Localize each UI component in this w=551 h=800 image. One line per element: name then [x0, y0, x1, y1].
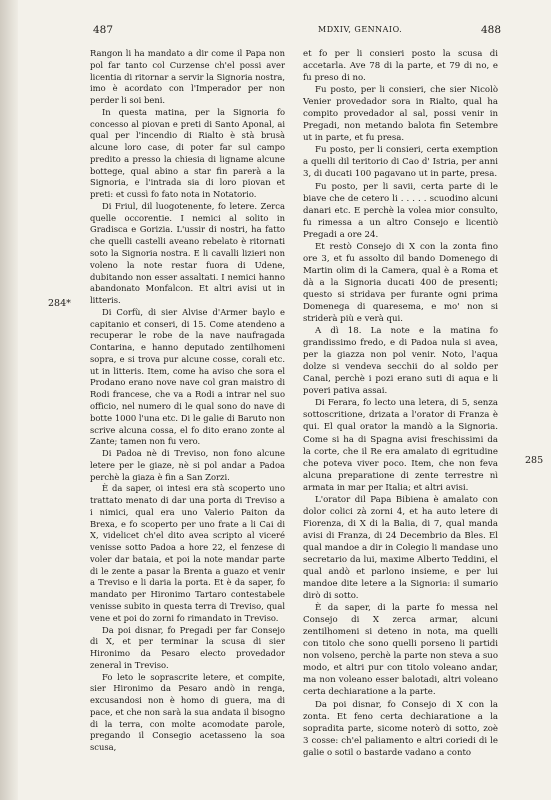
- paragraph: Fo leto le soprascrite letere, et compite, sier Hironimo da Pesaro andò in renga, excusandosi non è homo di guera, ma di pace, et che non sarà la sua andata il bisogno di la terra, con molte acomodate parole, pregando il Consegio acetasseno la soa scusa,: [90, 671, 285, 753]
- page-binding-shadow: [0, 0, 18, 800]
- page-header: [0, 24, 551, 40]
- paragraph: In questa matina, per la Signoria fo concesso al piovan e preti di Santo Aponal, ai qual per l'incendio di Rialto è stà brusà alcune loro case, di poter far sul campo predito a presso la chiesia di ligname alcune bottege, qual abino a star fin parerà a la Signoria, e l'intrada sia di loro piovan et preti: et cussì fo fato nota in Notatorio.: [90, 106, 285, 200]
- paragraph: Fu posto, per li consieri, certa exemption a quelli dil teritorio di Cao d' Istria, per anni 3, di ducati 100 pagavano ut in parte, presa.: [303, 145, 498, 180]
- running-title: MDXIV, GENNAIO.: [318, 25, 403, 34]
- paragraph: Di Corfù, di sier Alvise d'Armer baylo e capitanio et conseri, di 15. Come atendeno a recuperar le robe de la nave naufragada Contarina, e hanno deputado zentilhomeni sopra, e si trova pur alcune cosse, corali etc. ut in litteris. Item, come ha aviso che sora el Prodano erano nove nave col gran maistro di Rodi francese, che va a Rodi a intrar nel suo officio, nel numero di le qual sono do nave di botte 1000 l'una etc. Di le galie di Baruto non scrive alcuna cossa, el fo dito erano zonte al Zante; tamen non fu vero.: [90, 306, 285, 447]
- right-column: [303, 48, 498, 759]
- paragraph: Fu posto, per li consieri, che sier Nicolò Venier provedador sora in Rialto, qual ha compito provedador al sal, possi venir in Pregadi, non metando balota fin Setembre ut in parte, et fu presa.: [303, 85, 498, 144]
- paragraph: Et restò Consejo di X con la zonta fino ore 3, et fu assolto dil bando Domenego di Martin olim di la Camera, qual è a Roma et dà a la Signoria ducati 400 de presenti; questo si stridava per furante ogni prima Domenega di quaresema, e mo' non si striderà più e verà qui.: [303, 241, 498, 325]
- left-column: [90, 48, 285, 754]
- paragraph: È da saper, di la parte fo messa nel Consejo di X zerca armar, alcuni zentilhomeni si deteno in nota, ma quelli con titolo che sono quelli porseno li partidi non volseno, perchè la parte non steva a suo modo, et altri pur con titolo voleano andar, ma non voleano esser balotadi, altri voleano certa dechiaratione a la parte.: [303, 603, 498, 698]
- paragraph: A dì 18. La note e la matina fo grandissimo fredo, e di Padoa nula si avea, per la giazza non pol venir. Noto, l'aqua dolze si vendeva secchii do al soldo per Canal, perchè i pozi erano suti di aqua e li poveri pativa assai.: [303, 326, 498, 397]
- paragraph: Da poi disnar, fo Pregadi per far Consejo di X, et per terminar la scusa di sier Hironimo da Pesaro electo provedador zeneral in Treviso.: [90, 624, 285, 670]
- paragraph: Fu posto, per li savii, certa parte di le biave che de cetero li . . . . . scuodino alcuni danari etc. E perchè la volea mior consulto, fu rimessa a un altro Consejo e licentiò Pregadi a ore 24.: [303, 181, 498, 240]
- paragraph: et fo per li consieri posto la scusa di accetarla. Ave 78 di la parte, et 79 di no, e fu preso di no.: [303, 49, 498, 84]
- paragraph: L'orator dil Papa Bibiena è amalato con dolor colici zà zorni 4, et ha auto letere di Fiorenza, di X di la Balia, di 7, qual manda avisi di Franza, di 24 Decembrio da Bles. El qual mandoe a dir in Colegio li mandase uno secretario da lui, maxime Alberto Teddini, el qual andò et parlono insieme, e per lui mandoe dite letere a la Signoria: il sumario dirò di sotto.: [303, 494, 498, 602]
- paragraph: Di Friul, dil luogotenente, fo letere. Zerca quelle occorentie. I nemici al solito in Gradisca e Gorizia. L'ussir di nostri, ha fatto che quelli castelli aveano rebelato è ritornati soto la Signoria nostra. E li cavalli lizieri non voleno la note restar fuora di Udene, dubitando non esser assaltati. I nemici hanno abandonato Monfalcon. Et altri avisi ut in litteris.: [90, 200, 285, 306]
- paragraph: È da saper, oi intesi era stà scoperto uno trattato menato di dar una porta di Treviso a i nimici, qual era uno Valerio Paiton da Brexa, e fo scoperto per uno frate a li Cai di X, videlicet ch'el dito avea scripto al viceré venisse sotto Padoa a hore 22, el fenzese di voler dar bataia, et poi la note mandar parte di le zente a pasar la Brenta a guazo et venir a Treviso e li daria la porta. Et è da saper, fo mandato per Hironimo Tartaro contestabele venisse subito in questa terra di Treviso, qual vene et poi do zorni fo rimandato in Treviso.: [90, 483, 285, 623]
- margin-note-left: 284*: [48, 298, 71, 309]
- page-number-right: 488: [481, 24, 502, 36]
- margin-note-right: 285: [525, 455, 544, 466]
- paragraph: Di Padoa nè di Treviso, non fono alcune letere per le giaze, nè si pol andar a Padoa perchè la giaza è fin a San Zorzi.: [90, 448, 285, 482]
- page-number-left: 487: [93, 24, 114, 36]
- paragraph: Rangon li ha mandato a dir come il Papa non pol far tanto col Curzense ch'el possi aver licentia di ritornar a servir la Signoria nostra, imo è acordato con l'Imperador per non perder li soi beni.: [90, 48, 285, 106]
- paragraph: Di Ferara, fo lecto una letera, di 5, senza sottoscritione, drizata a l'orator di Franza è qui. El qual orator la mandò a la Signoria. Come si ha di Spagna avisi freschissimi da la corte, che il Re era amalato di egritudine che poteva viver poco. Item, che non feva alcuna preparatione di zente terrestre nì armata in mar per Italia; et altri avisi.: [303, 398, 498, 493]
- paragraph: Da poi disnar, fo Consejo di X con la zonta. Et feno certa dechiaratione a la sopradita parte, sicome noterò di sotto, zoè 3 cosse: ch'el paliamento e altri coriedi di le galie o sotil o bastarde vadano a conto: [303, 699, 498, 758]
